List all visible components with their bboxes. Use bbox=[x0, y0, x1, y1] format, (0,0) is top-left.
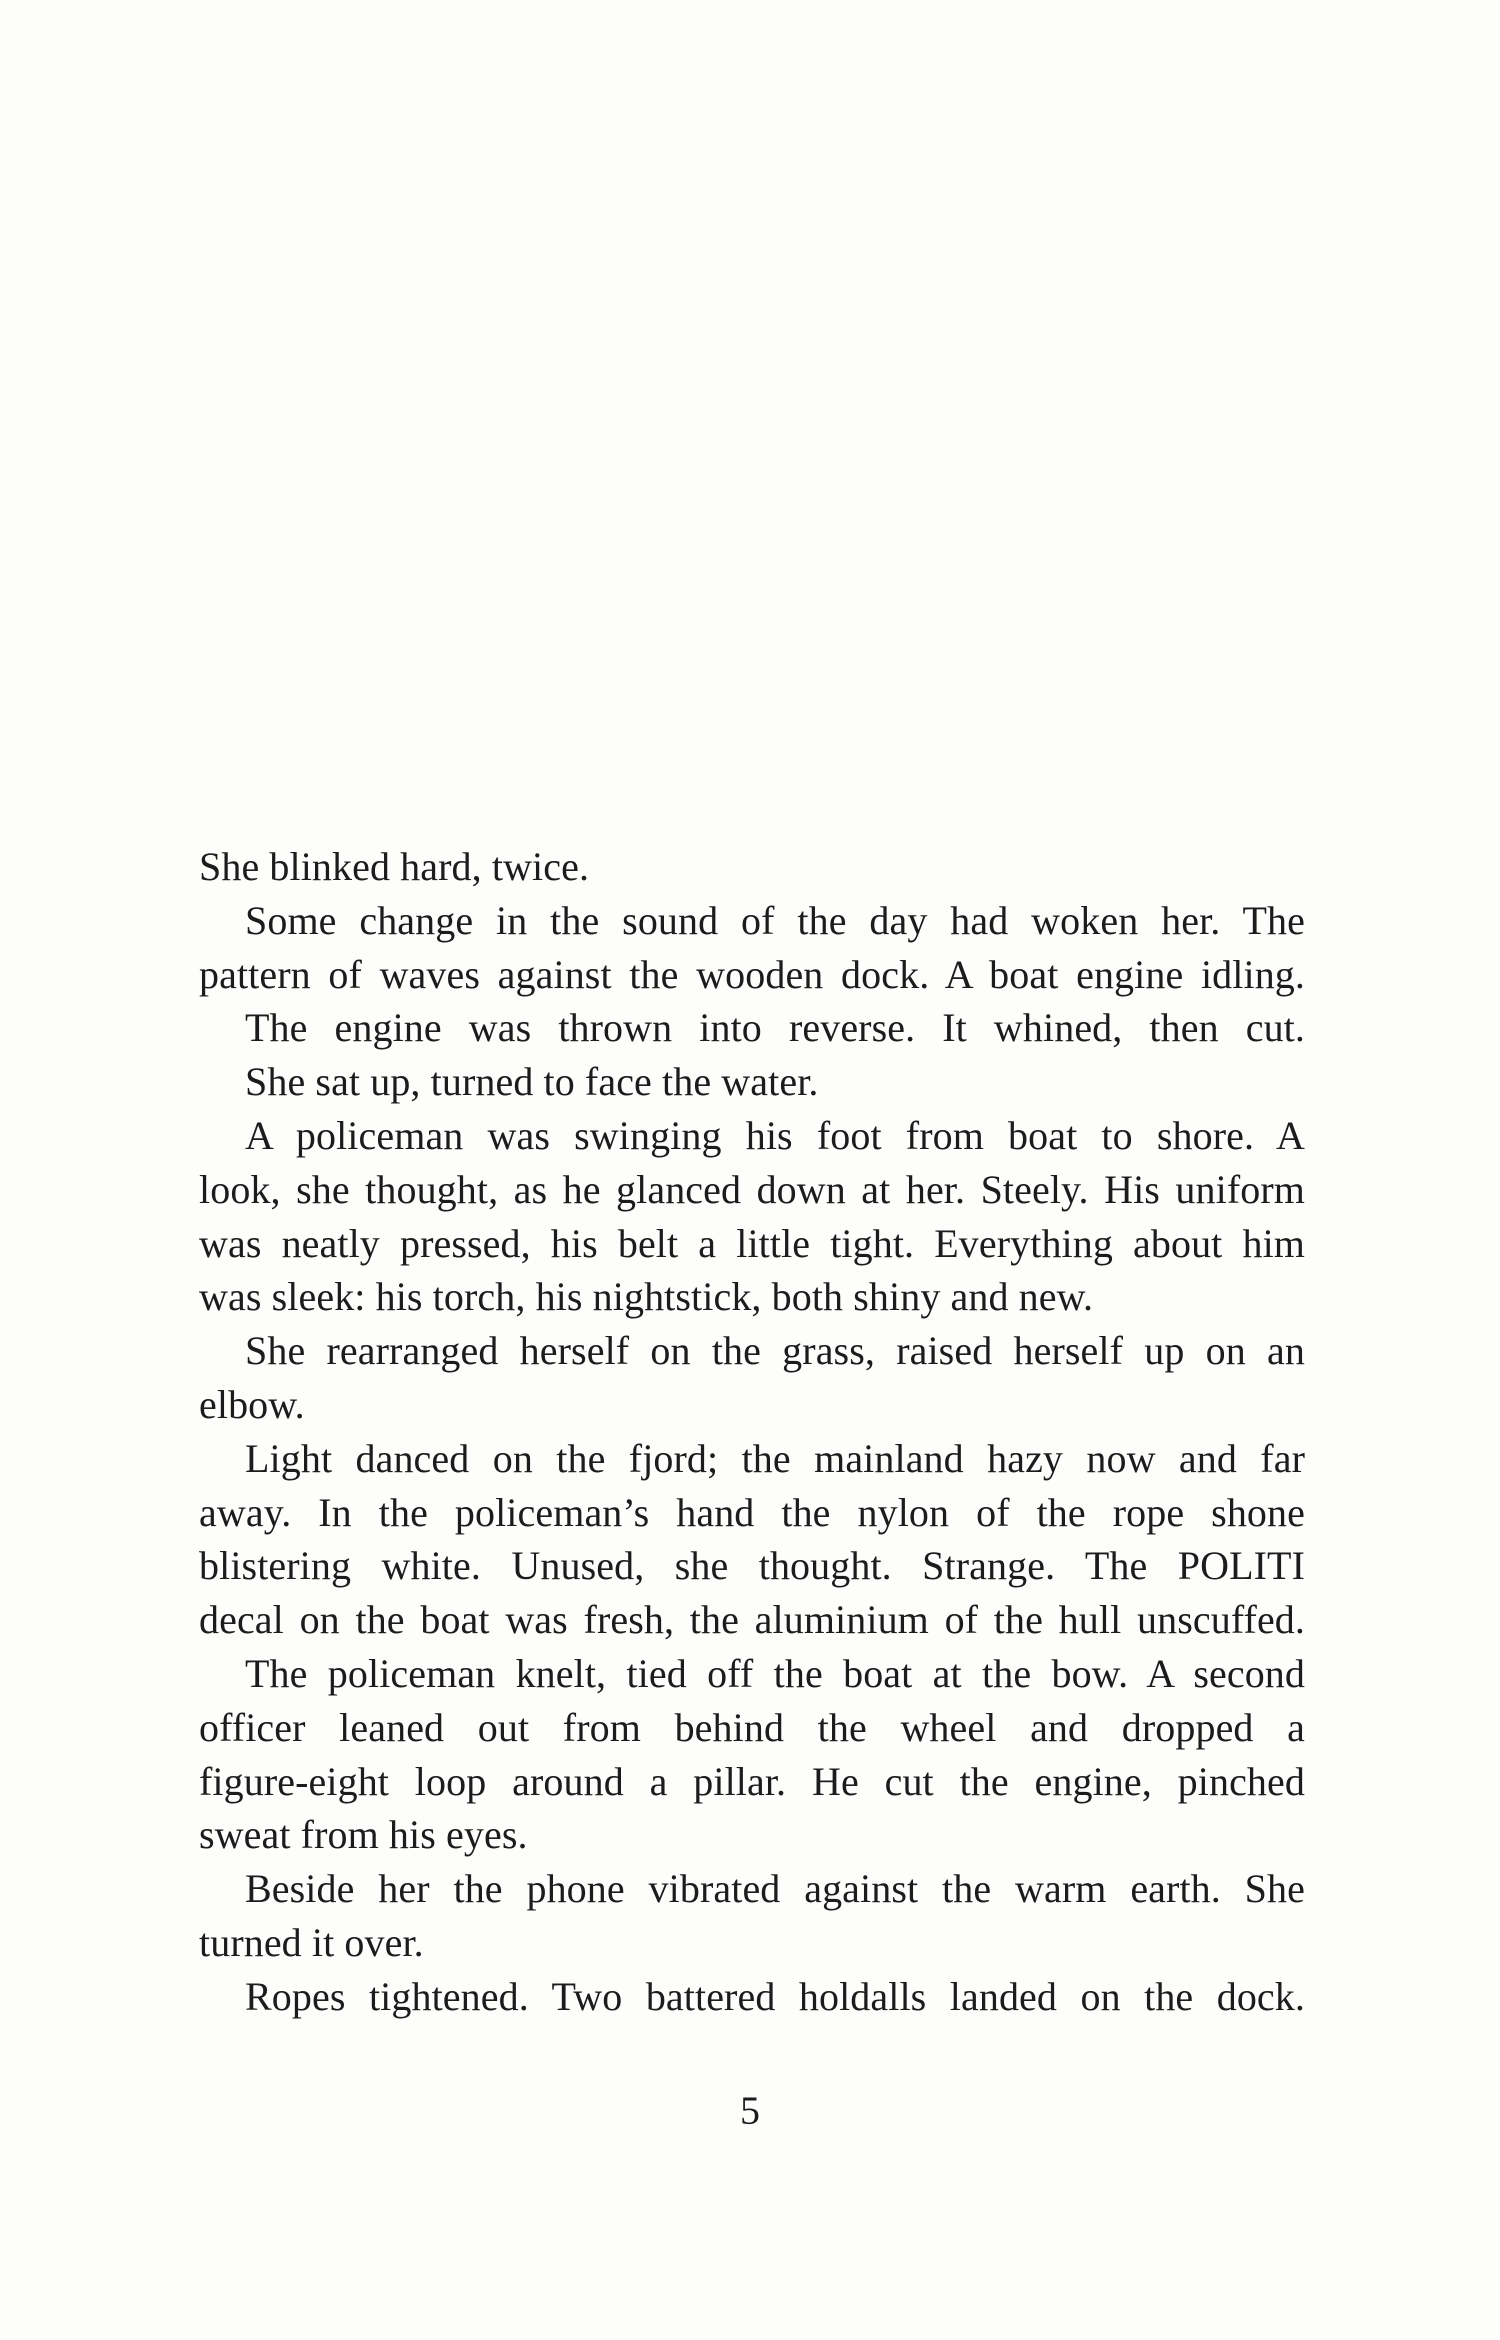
text-line: look, she thought, as he glanced down at her. Steely. His uniform bbox=[199, 1166, 1305, 1212]
text-line: She blinked hard, twice. bbox=[199, 844, 590, 889]
text-line: blistering white. Unused, she thought. Strange. The POLITI bbox=[199, 1543, 1305, 1589]
text-line: Beside her the phone vibrated against the warm earth. She bbox=[245, 1866, 1305, 1912]
text-line: figure-eight loop around a pillar. He cut the engine, pinched bbox=[199, 1758, 1305, 1804]
text-line: The policeman knelt, tied off the boat at the bow. A second bbox=[245, 1650, 1305, 1696]
text-line: pattern of waves against the wooden dock. A boat engine idling. bbox=[199, 951, 1305, 997]
body-text bbox=[199, 840, 1305, 2024]
text-line: decal on the boat was fresh, the aluminium of the hull unscuffed. bbox=[199, 1597, 1305, 1643]
text-line: Ropes tightened. Two battered holdalls landed on the dock. bbox=[245, 1973, 1305, 2019]
text-line: She rearranged herself on the grass, raised herself up on an bbox=[245, 1328, 1305, 1374]
text-line: was sleek: his torch, his nightstick, both shiny and new. bbox=[199, 1274, 1094, 1320]
text-line: sweat from his eyes. bbox=[199, 1812, 528, 1858]
text-line: elbow. bbox=[199, 1381, 305, 1427]
text-line: was neatly pressed, his belt a little tight. Everything about him bbox=[199, 1220, 1305, 1266]
text-line: Light danced on the fjord; the mainland hazy now and far bbox=[245, 1435, 1305, 1481]
page-number: 5 bbox=[740, 2088, 760, 2133]
text-line: The engine was thrown into reverse. It whined, then cut. bbox=[245, 1005, 1305, 1051]
text-line: Some change in the sound of the day had woken her. The bbox=[245, 897, 1305, 943]
text-line: She sat up, turned to face the water. bbox=[245, 1059, 819, 1105]
text-line: turned it over. bbox=[199, 1919, 424, 1965]
text-line: away. In the policeman’s hand the nylon of the rope shone bbox=[199, 1489, 1305, 1535]
text-line: officer leaned out from behind the wheel and dropped a bbox=[199, 1704, 1305, 1750]
text-line: A policeman was swinging his foot from boat to shore. A bbox=[245, 1112, 1305, 1158]
